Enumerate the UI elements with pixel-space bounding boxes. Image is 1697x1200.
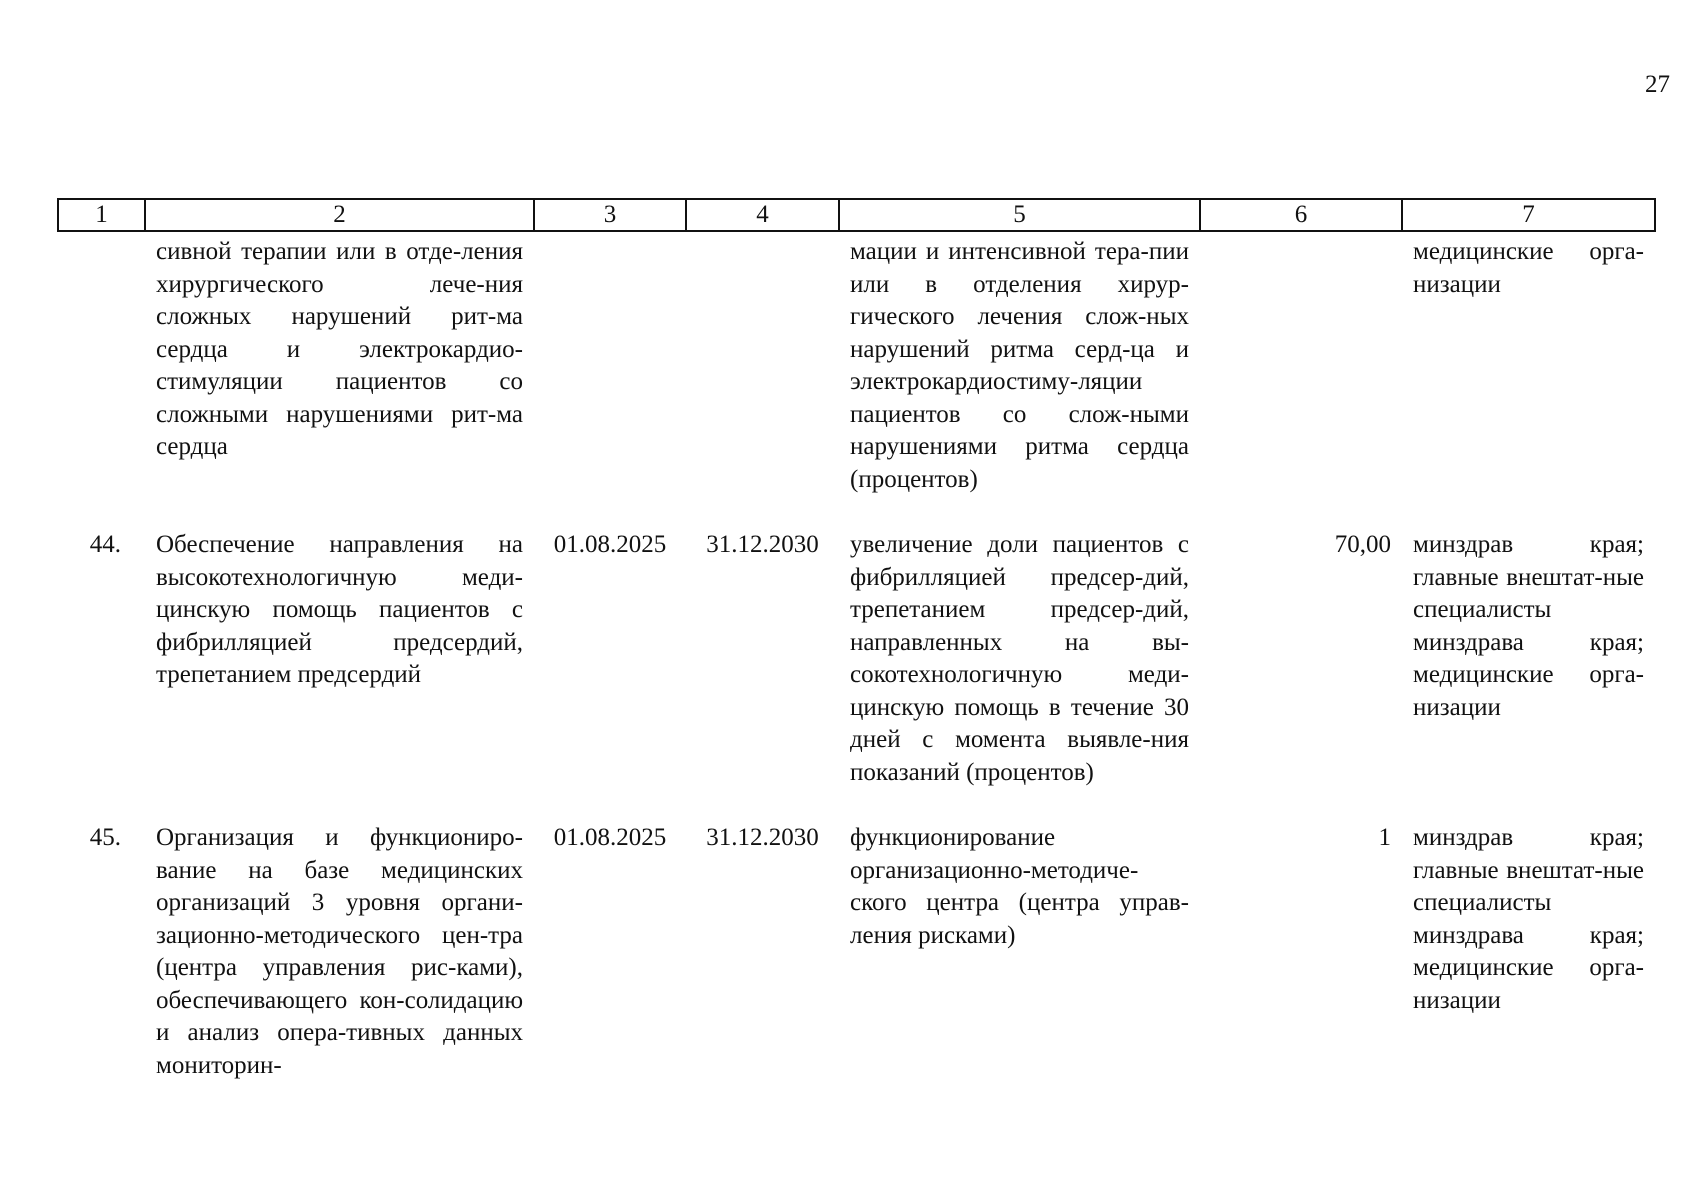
column-header-6: 6 — [1200, 199, 1402, 231]
column-header-7: 7 — [1402, 199, 1655, 231]
start-date-cell: 01.08.2025 — [553, 531, 667, 558]
value-cell: 1 — [1378, 824, 1391, 851]
responsible-cell: минздрав края; главные внештат-ные специалисты минздрава края; медицинские орга-низации — [1413, 531, 1644, 721]
responsible-cell: медицинские орга-низации — [1413, 238, 1644, 298]
column-header-4: 4 — [686, 199, 839, 231]
table-row — [58, 529, 1655, 822]
table-row — [58, 822, 1655, 1082]
responsible-cell: минздрав края; главные внештат-ные специалисты минздрава края; медицинские орга-низации — [1413, 824, 1644, 1014]
column-header-2: 2 — [145, 199, 534, 231]
row-number: 44. — [89, 531, 121, 558]
indicator-cell: функционирование организационно-методиче-ского центра (центра управ-ления рисками) — [850, 824, 1189, 949]
column-header-5: 5 — [839, 199, 1200, 231]
value-cell: 70,00 — [1334, 531, 1391, 558]
end-date-cell: 31.12.2030 — [706, 531, 819, 558]
measures-table — [57, 198, 1656, 1082]
column-number-header — [58, 199, 1655, 231]
activity-cell: сивной терапии или в отде-ления хирургического лече-ния сложных нарушений рит-ма сердца и электрокардио-стимуляции пациентов со сложными нарушениями рит-ма сердца — [156, 238, 523, 460]
row-number — [58, 231, 145, 529]
row-number: 45. — [89, 824, 121, 851]
value-cell — [1200, 231, 1402, 529]
indicator-cell: увеличение доли пациентов с фибрилляцией предсер-дий, трепетанием предсер-дий, направленных на вы-сокотехнологичную меди-цинскую помощь в течение 30 дней с момента выявле-ния показаний (процентов) — [850, 531, 1189, 786]
continuation-row — [58, 231, 1655, 529]
end-date-cell: 31.12.2030 — [706, 824, 819, 851]
start-date-cell — [534, 231, 686, 529]
page-number: 27 — [1645, 71, 1670, 98]
column-header-1: 1 — [58, 199, 145, 231]
activity-cell: Организация и функциониро-вание на базе медицинских организаций 3 уровня органи-зационно-методического цен-тра (центра управления рис-ками), обеспечивающего кон-солидацию и анализ опера-тивных данных мониторин- — [156, 824, 523, 1079]
column-header-3: 3 — [534, 199, 686, 231]
activity-cell: Обеспечение направления на высокотехнологичную меди-цинскую помощь пациентов с фибрилляцией предсердий, трепетанием предсердий — [156, 531, 523, 688]
start-date-cell: 01.08.2025 — [553, 824, 667, 851]
end-date-cell — [686, 231, 839, 529]
indicator-cell: мации и интенсивной тера-пии или в отделения хирур-гического лечения слож-ных нарушений ритма серд-ца и электрокардиостиму-ляции пациентов со слож-ными нарушениями ритма сердца (процентов) — [850, 238, 1189, 493]
